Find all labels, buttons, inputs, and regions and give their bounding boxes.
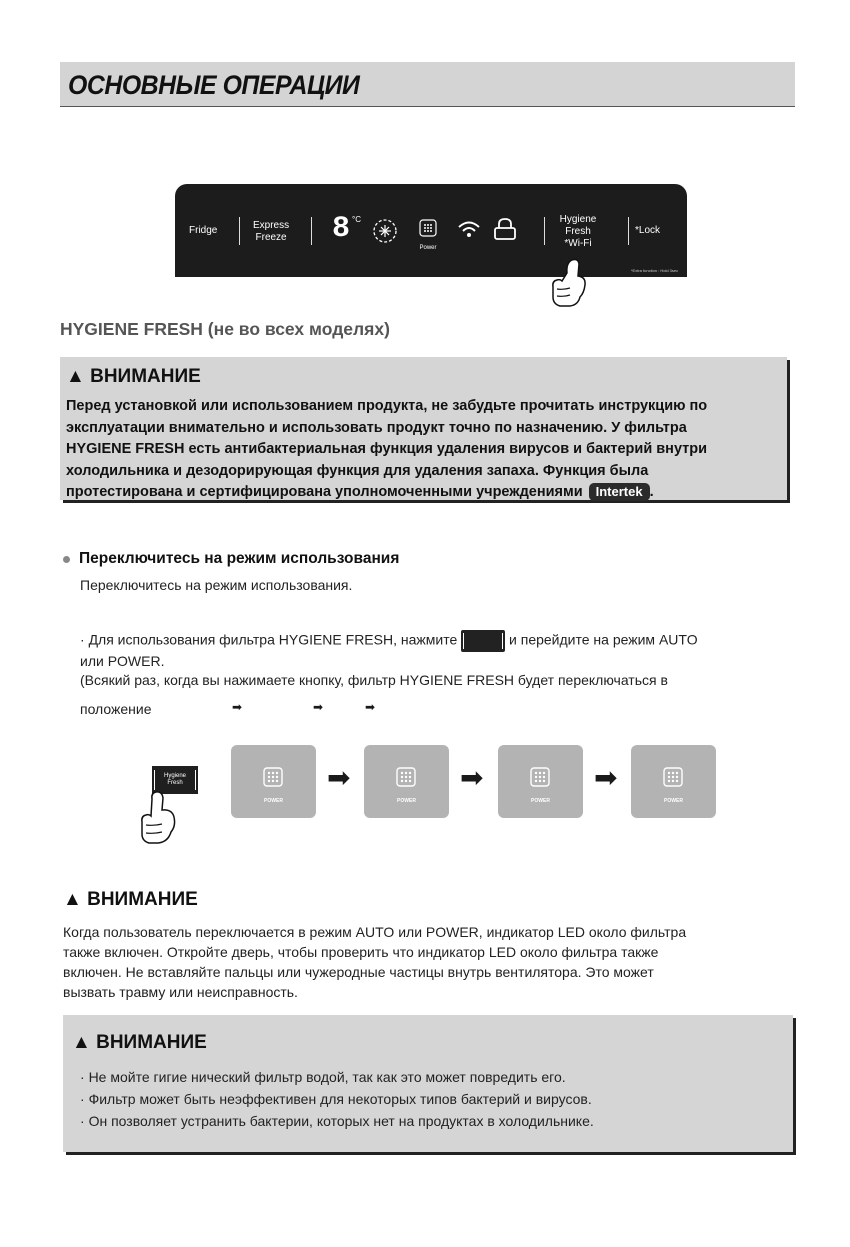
- arrow-right-icon: ➡: [460, 762, 484, 793]
- warning-icon: ▲: [66, 366, 85, 387]
- fresh-label: Fresh: [565, 226, 591, 237]
- temperature-unit: °C: [352, 215, 361, 224]
- arrow-right-icon: ➡: [594, 762, 618, 793]
- freeze-label: Freeze: [255, 232, 287, 243]
- hygiene-label: Hygiene: [559, 214, 597, 225]
- wifi-icon: [456, 218, 482, 240]
- arrow-right-icon: ➡: [327, 762, 351, 793]
- fan-icon: [372, 218, 398, 244]
- warning-icon: ▲: [72, 1032, 91, 1053]
- list-item: · Не мойте гигие нический фильтр водой, так как это может повредить его.: [80, 1069, 566, 1085]
- panel-footnote: *Extra function : Hold 3sec: [631, 268, 679, 273]
- warning-list-3: [80, 1066, 780, 1132]
- temperature-digit: 8: [332, 212, 351, 246]
- warning-title-1: ▲ ВНИМАНИЕ: [66, 366, 201, 387]
- warning-title-2: ▲ ВНИМАНИЕ: [63, 889, 198, 910]
- lock-button[interactable]: *Lock: [635, 225, 661, 236]
- position-label: положение: [80, 701, 152, 717]
- mode-instructions: · Для использования фильтра HYGIENE FRESH, нажмите и перейдите на режим AUTO или POWER. (Всякий раз, когда вы нажимаете кнопку, фильтр HYGIENE FRESH будет переключаться в: [80, 631, 698, 688]
- wifi-label: *Wi-Fi: [564, 238, 592, 249]
- fridge-button[interactable]: Fridge: [189, 225, 218, 236]
- intertek-badge: Intertek: [589, 483, 650, 501]
- power-filter-icon: [261, 765, 285, 789]
- hygiene-fresh-inline-button: [461, 630, 505, 652]
- power-filter-icon: [528, 765, 552, 789]
- power-label: Power: [419, 245, 437, 251]
- arrow-right-icon: ➡: [365, 700, 376, 714]
- separator: [544, 217, 545, 245]
- power-filter-icon: [394, 765, 418, 789]
- list-item: · Он позволяет устранить бактерии, которых нет на продуктах в холодильнике.: [80, 1113, 594, 1129]
- section-title: HYGIENE FRESH (не во всех моделях): [60, 319, 390, 339]
- lock-icon: [491, 216, 519, 242]
- hand-pointer-icon: [548, 257, 588, 309]
- arrow-right-icon: ➡: [313, 700, 324, 714]
- separator: [311, 217, 312, 245]
- mode-section-title: Переключитесь на режим использования: [79, 550, 400, 567]
- hygiene-fresh-label: Hygiene Fresh: [163, 773, 186, 786]
- bullet-dot: [63, 556, 70, 563]
- mode-box: [498, 745, 583, 818]
- mode-box: [231, 745, 316, 818]
- hand-pointer-icon: [138, 790, 184, 846]
- power-filter-icon: [661, 765, 685, 789]
- list-item: · Фильтр может быть неэффективен для некоторых типов бактерий и вирусов.: [80, 1091, 592, 1107]
- warning-icon: ▲: [63, 889, 82, 910]
- express-freeze-button[interactable]: [253, 220, 289, 244]
- express-label: Express: [253, 220, 290, 231]
- mode-label: POWER: [264, 798, 283, 804]
- warning-text-1: Перед установкой или использованием продукта, не забудьте прочитать инструкцию по эксплуатации внимательно и использовать продукт точно по назначению. У фильтра HYGIENE FRESH есть антибактериальная функция удаления вирусов и бактерий внутри холодильника и дезодорирующая функция для удаления запаха. Функция была протестирована и сертифицирована уполномоченными учреждениями Intertek .: [66, 398, 708, 500]
- mode-label: POWER: [664, 798, 683, 804]
- mode-box: [631, 745, 716, 818]
- page-title: ОСНОВНЫЕ ОПЕРАЦИИ: [68, 70, 360, 100]
- separator: [239, 217, 240, 245]
- warning-title-3: ▲ ВНИМАНИЕ: [72, 1032, 207, 1053]
- power-filter-icon: [417, 217, 439, 239]
- mode-section-subtitle: Переключитесь на режим использования.: [80, 577, 353, 593]
- hygiene-fresh-button[interactable]: [555, 214, 601, 250]
- arrow-right-icon: ➡: [232, 700, 243, 714]
- mode-label: POWER: [397, 798, 416, 804]
- separator: [628, 217, 629, 245]
- mode-label: POWER: [531, 798, 550, 804]
- warning-text-2: Когда пользователь переключается в режим AUTO или POWER, индикатор LED около фильтра также включен. Откройте дверь, чтобы проверить что индикатор LED около фильтра также включен. Не вставляйте пальцы или чужеродные частицы внутрь вентилятора. Это может вызвать травму или неисправность.: [63, 924, 687, 1000]
- mode-box: [364, 745, 449, 818]
- control-panel: [175, 184, 687, 277]
